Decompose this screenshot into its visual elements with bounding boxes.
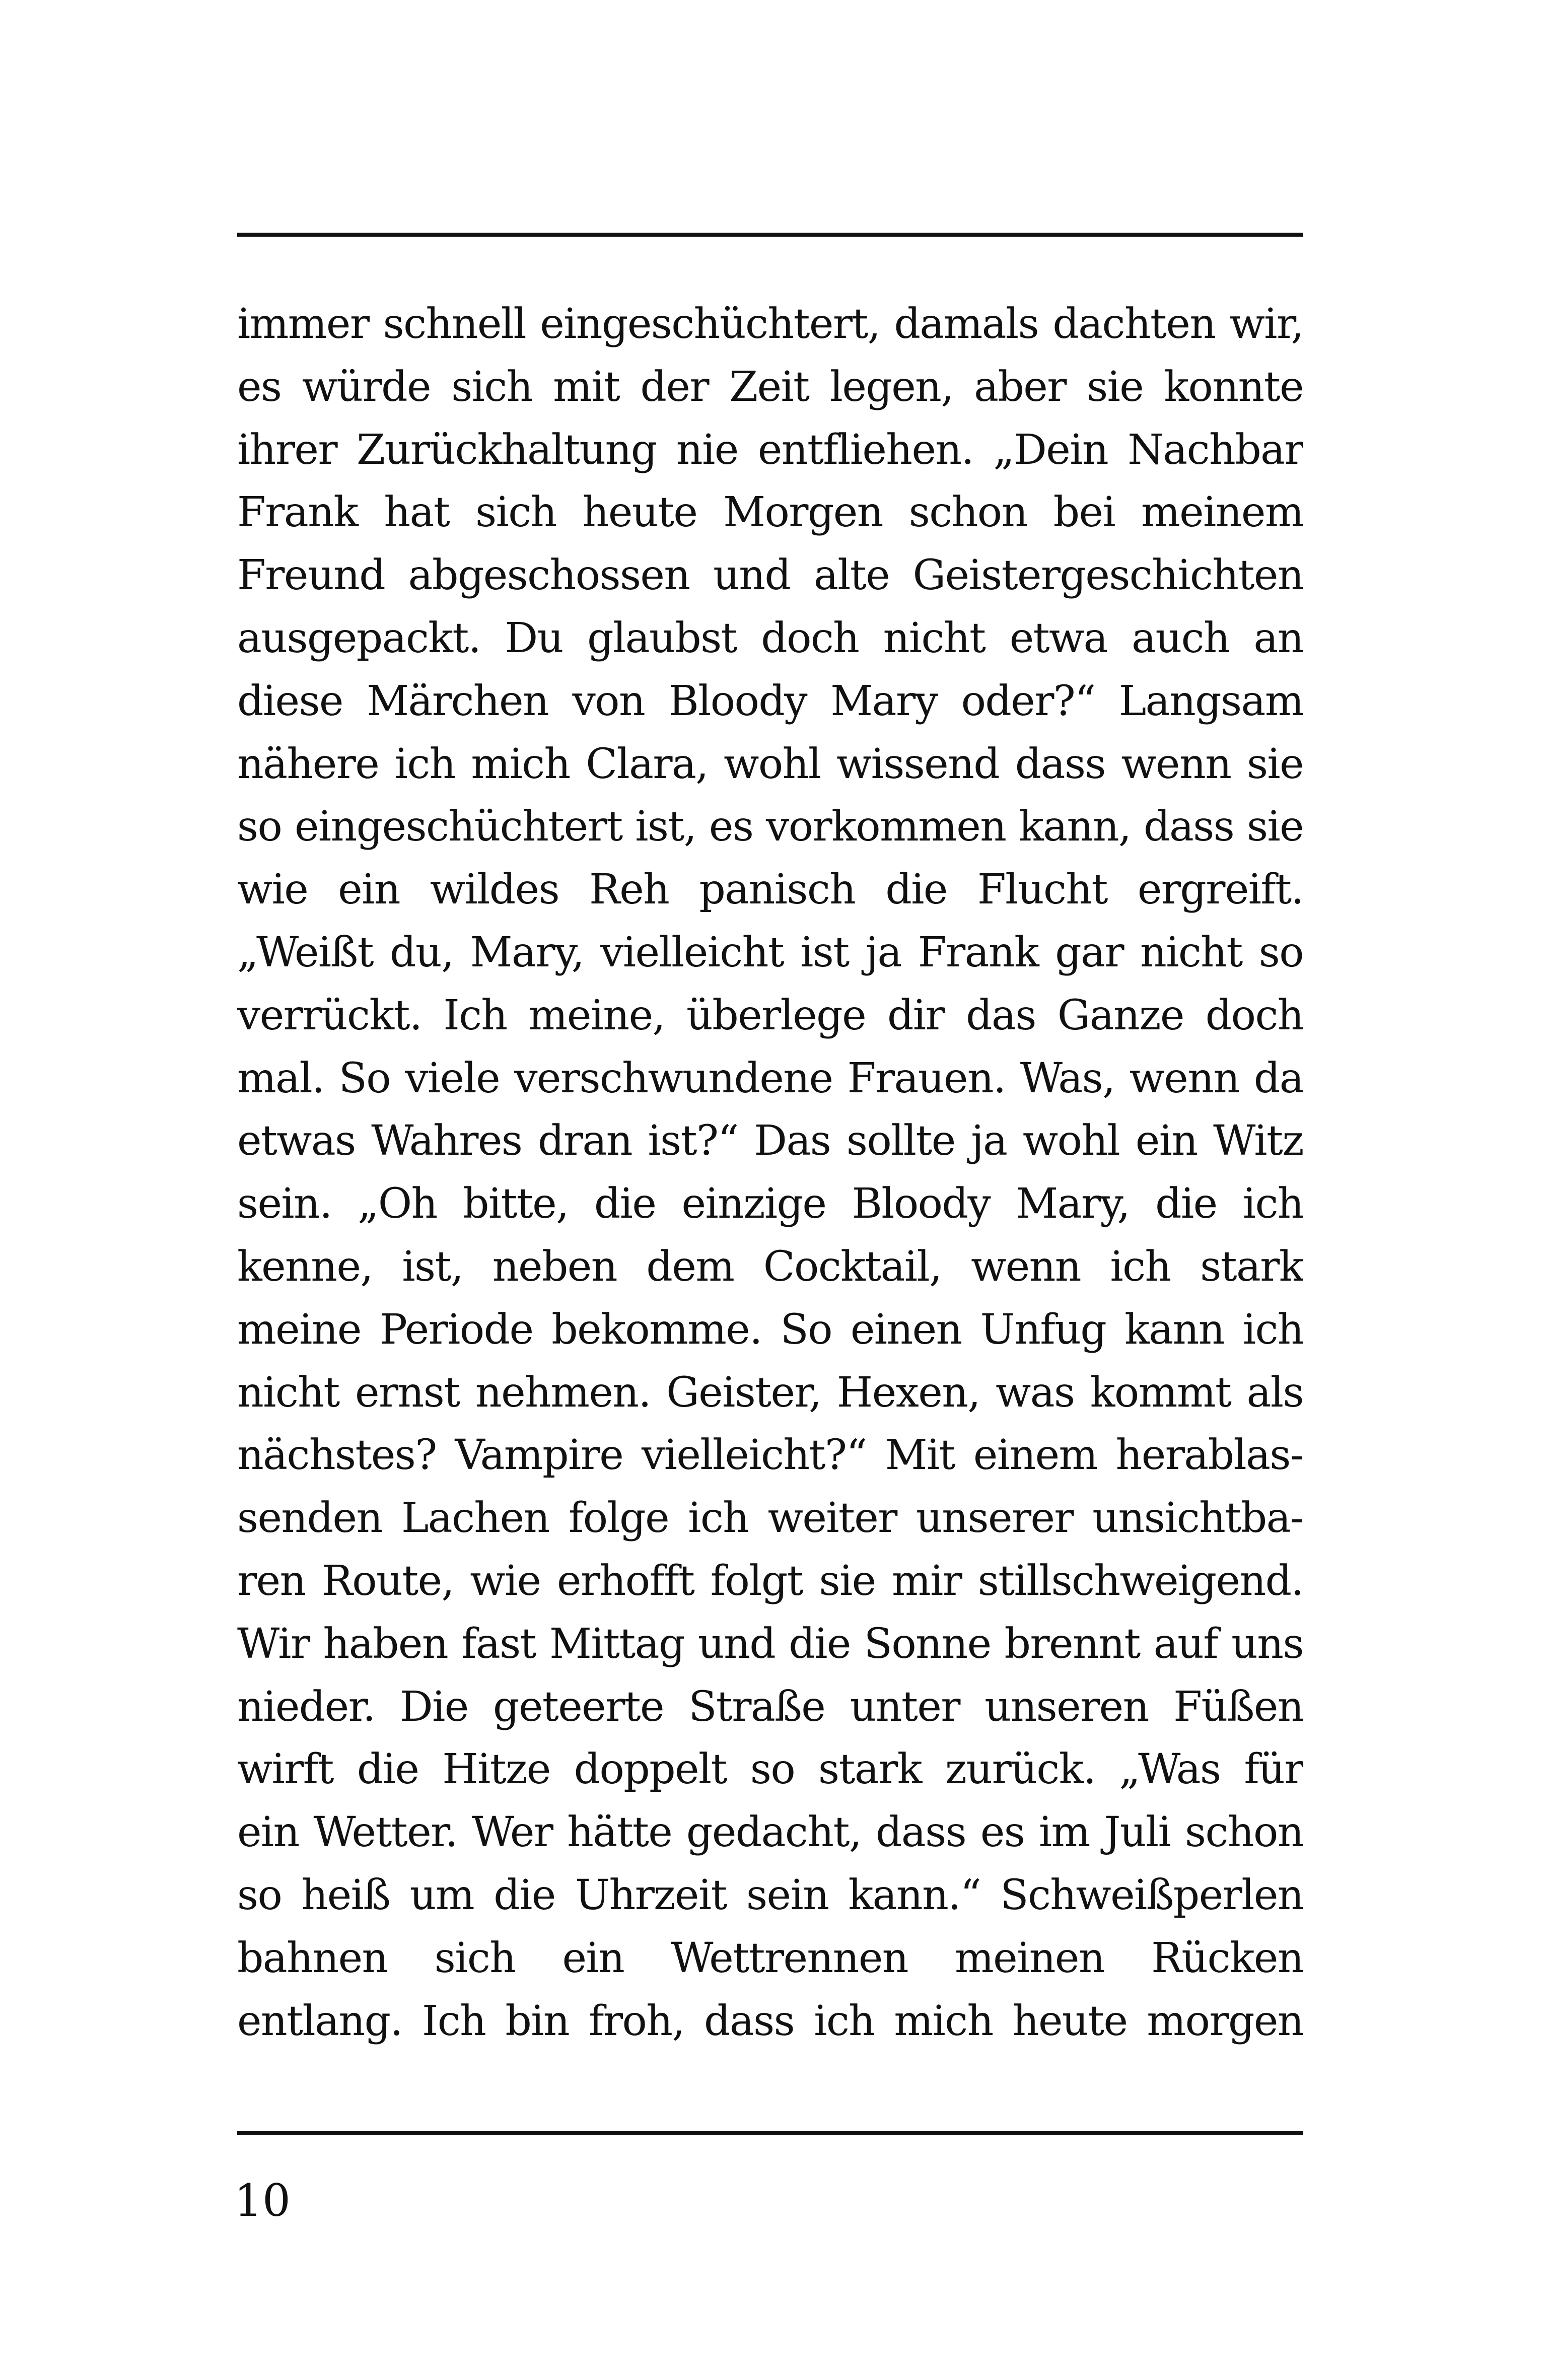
text-line: ein Wetter. Wer hätte gedacht, dass es im Juli schon [237,1808,1303,1857]
text-line: meine Periode bekomme. So einen Unfug kann ich [237,1305,1303,1354]
text-line: sein. „Oh bitte, die einzige Bloody Mary, die ich [237,1180,1303,1228]
text-line: bahnen sich ein Wettrennen meinen Rücken [237,1934,1303,1982]
text-line: Freund abgeschossen und alte Geistergeschichten [237,551,1303,600]
text-line: es würde sich mit der Zeit legen, aber sie konnte [237,363,1303,411]
text-line: ausgepackt. Du glaubst doch nicht etwa auch an [237,614,1303,662]
header-rule [237,233,1303,237]
text-line: ihrer Zurückhaltung nie entfliehen. „Dein Nachbar [237,426,1303,474]
text-line: Frank hat sich heute Morgen schon bei meinem [237,488,1303,537]
text-line: mal. So viele verschwundene Frauen. Was, wenn da [237,1054,1303,1102]
text-line: „Weißt du, Mary, vielleicht ist ja Frank gar nicht so [237,928,1303,976]
text-line: kenne, ist, neben dem Cocktail, wenn ich stark [237,1242,1303,1291]
text-line: Wir haben fast Mittag und die Sonne brennt auf uns [237,1620,1303,1668]
text-line: nähere ich mich Clara, wohl wissend dass wenn sie [237,740,1303,788]
text-line: immer schnell eingeschüchtert, damals dachten wir, [237,300,1303,348]
body-text [237,293,1303,2053]
text-line: entlang. Ich bin froh, dass ich mich heute morgen [237,1997,1303,2045]
text-line: senden Lachen folge ich weiter unserer unsichtba- [237,1494,1303,1543]
text-line: so eingeschüchtert ist, es vorkommen kann, dass sie [237,803,1303,851]
text-line: wie ein wildes Reh panisch die Flucht ergreift. [237,866,1303,914]
text-line: verrückt. Ich meine, überlege dir das Ganze doch [237,991,1303,1039]
text-line: nächstes? Vampire vielleicht?“ Mit einem herablas- [237,1431,1303,1480]
text-line: etwas Wahres dran ist?“ Das sollte ja wohl ein Witz [237,1117,1303,1165]
text-line: wirft die Hitze doppelt so stark zurück. „Was für [237,1745,1303,1794]
footer-rule [237,2131,1303,2135]
text-line: diese Märchen von Bloody Mary oder?“ Langsam [237,677,1303,725]
text-line: nicht ernst nehmen. Geister, Hexen, was kommt als [237,1368,1303,1417]
text-line: nieder. Die geteerte Straße unter unseren Füßen [237,1683,1303,1731]
text-line: so heiß um die Uhrzeit sein kann.“ Schweißperlen [237,1871,1303,1919]
text-line: ren Route, wie erhofft folgt sie mir stillschweigend. [237,1557,1303,1605]
page-number: 10 [234,2175,291,2226]
